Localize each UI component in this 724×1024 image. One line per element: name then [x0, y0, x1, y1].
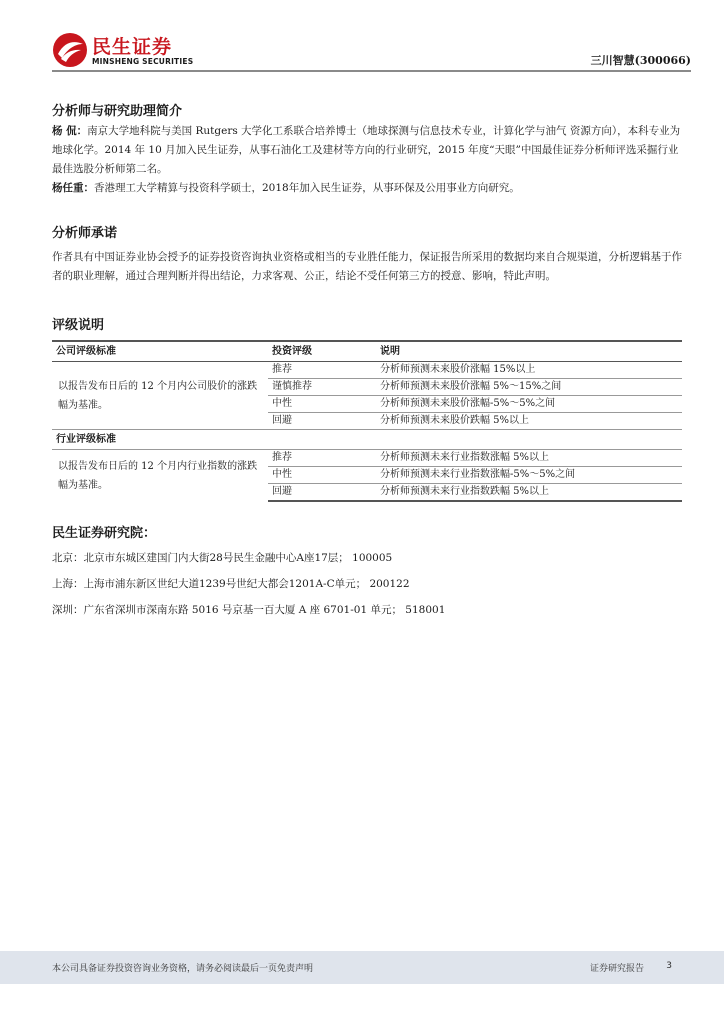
- rating-label: 回避: [268, 413, 376, 430]
- analyst-2-paragraph: [52, 179, 682, 198]
- company-criteria-text: 以报告发布日后的 12 个月内公司股价的涨跌幅为基准。: [58, 380, 258, 411]
- commitment-body: 作者具有中国证券业协会授予的证券投资咨询执业资格或相当的专业胜任能力，保证报告所采用的数据均来自合规渠道，分析逻辑基于作者的职业理解，通过合理判断并得出结论，力求客观、公正，结论不受任何第三方的授意、影响，特此声明。: [52, 251, 682, 282]
- logo-english-name: MINSHENG SECURITIES: [92, 57, 194, 66]
- minsheng-logo-icon: [52, 32, 88, 68]
- address-shenzhen: 深圳：广东省深圳市深南东路 5016 号京基一百大厦 A 座 6701-01 单元； 518001: [52, 604, 446, 616]
- col-industry-criteria: 行业评级标准: [52, 430, 268, 450]
- col-investment-rating: 投资评级: [268, 341, 376, 362]
- analyst-1-bio: 南京大学地科院与美国 Rutgers 大学化工系联合培养博士（地球探测与信息技术专业，计算化学与油气 资源方向），本科专业为地球化学。2014 年 10 月加入民生证券，从事石油化工及建材等方向的行业研究，2015 年度“天眼”中国最佳证券分析师评选采掘行业最佳选股分析师第二名。: [52, 125, 681, 175]
- rating-desc: 分析师预测未来行业指数跌幅 5%以上: [376, 484, 682, 502]
- rating-desc: 分析师预测未来行业指数涨幅-5%～5%之间: [376, 467, 682, 484]
- rating-label: 回避: [268, 484, 376, 502]
- industry-subheader: [52, 430, 682, 450]
- commitment-title: 分析师承诺: [52, 226, 118, 241]
- logo-chinese-name: 民生证券: [92, 36, 173, 58]
- rating-desc: 分析师预测未来行业指数涨幅 5%以上: [376, 450, 682, 467]
- analyst-intro-title: 分析师与研究助理简介: [52, 104, 183, 119]
- stock-name-code: 三川智慧(300066): [590, 54, 691, 67]
- header-divider: [52, 70, 691, 72]
- col-description: 说明: [376, 341, 682, 362]
- rating-desc: 分析师预测未来股价涨幅 5%～15%之间: [376, 379, 682, 396]
- rating-desc: 分析师预测未来股价跌幅 5%以上: [376, 413, 682, 430]
- analyst-1-name: 杨 侃：: [52, 125, 88, 137]
- analyst-intro-body: [52, 122, 682, 198]
- rating-title: 评级说明: [52, 318, 105, 333]
- footer-disclaimer: 本公司具备证券投资咨询业务资格，请务必阅读最后一页免责声明: [52, 964, 314, 974]
- page-footer: [0, 951, 724, 984]
- rating-label: 谨慎推荐: [268, 379, 376, 396]
- table-row: [52, 362, 682, 379]
- page-number: 3: [666, 961, 672, 971]
- rating-label: 中性: [268, 396, 376, 413]
- rating-label: 中性: [268, 467, 376, 484]
- col-company-criteria: 公司评级标准: [52, 341, 268, 362]
- rating-table-header: [52, 341, 682, 362]
- address-shanghai: 上海：上海市浦东新区世纪大道1239号世纪大都会1201A-C单元； 200122: [52, 578, 410, 590]
- rating-desc: 分析师预测未来股价涨幅 15%以上: [380, 364, 536, 375]
- rating-label: 推荐: [272, 364, 292, 375]
- analyst-2-bio: 香港理工大学精算与投资科学硕士，2018年加入民生证券，从事环保及公用事业方向研究。: [94, 182, 520, 194]
- institute-title: 民生证券研究院：: [52, 526, 157, 541]
- rating-desc: 分析师预测未来股价涨幅-5%～5%之间: [376, 396, 682, 413]
- footer-report-type: 证券研究报告: [589, 964, 644, 974]
- analyst-1-paragraph: [52, 122, 682, 179]
- table-row: [52, 450, 682, 467]
- rating-table: [52, 340, 682, 502]
- address-beijing: 北京：北京市东城区建国门内大街28号民生金融中心A座17层； 100005: [52, 552, 393, 564]
- analyst-2-name: 杨任重：: [52, 182, 94, 194]
- rating-label: 推荐: [268, 450, 376, 467]
- industry-criteria-text: 以报告发布日后的 12 个月内行业指数的涨跌幅为基准。: [52, 450, 268, 502]
